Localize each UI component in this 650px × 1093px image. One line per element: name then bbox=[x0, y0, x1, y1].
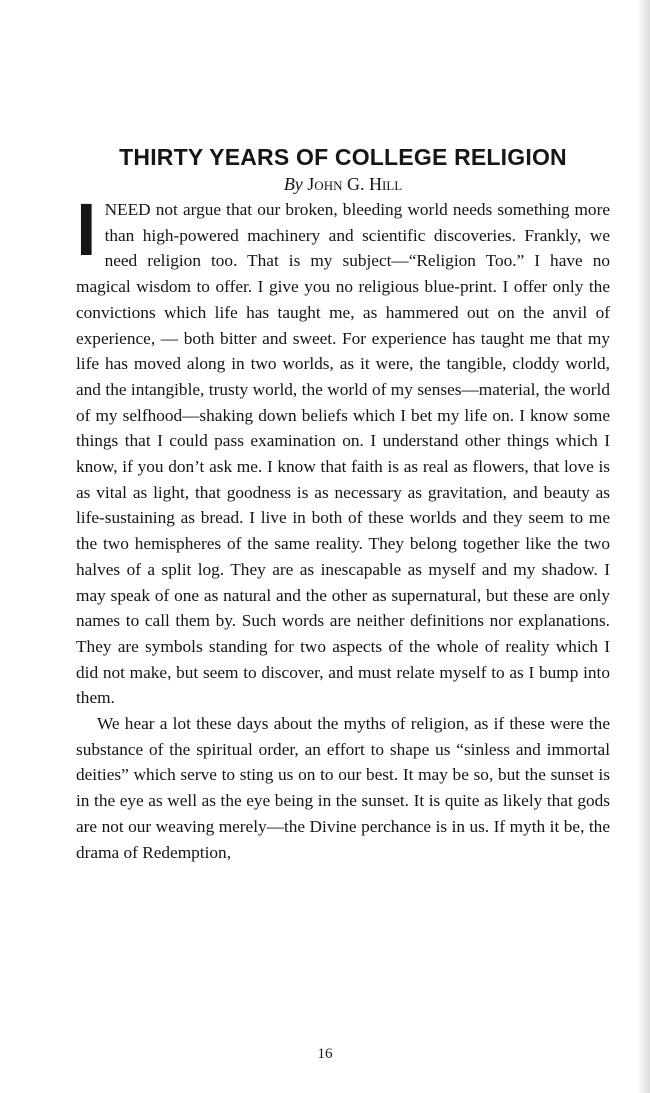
byline-prefix: By bbox=[283, 174, 303, 194]
paragraph-2: We hear a lot these days about the myths of religion, as if these were the substance of the spiritual order, an effort to shape us “sinless and immortal deities” which serve to sting us on to our best. It may be so, but the sunset is in the eye as well as the eye being in the sunset. It is quite as likely that gods are not our weaving merely—the Divine perchance is in us. If myth it be, the drama of Redemption, bbox=[76, 714, 610, 862]
author-name: John G. Hill bbox=[307, 174, 403, 194]
article-title: THIRTY YEARS OF COLLEGE RELIGION bbox=[119, 144, 567, 170]
paragraph-1-text: NEED not argue that our broken, bleeding world needs something more than high-powered machinery and scientific discoveries. Frankly, we need religion too. That is my subject—“Religion Too.” I have no magical wisdom to offer. I give you no religious blue-print. I offer only the convictions which life has taught me, as hammered out on the anvil of experience, — both bitter and sweet. For experience has taught me that my life has moved along in two worlds, as it were, the tangible, cloddy world, and the intangible, trusty world, the world of my senses—material, the world of my selfhood—shaking down beliefs which I bet my life on. I know some things that I could pass examination on. I understand other things which I know, if you don’t ask me. I know that faith is as real as flowers, that love is as vital as light, that goodness is as necessary as gravitation, and beauty as life-sustaining as bread. I live in both of these worlds and they seem to me the two hemispheres of the same reality. They belong together like the two halves of a split log. They are as inescapable as myself and my shadow. I may speak of one as natural and the other as supernatural, but these are only names to call them by. Such words are neither definitions nor explanations. They are symbols standing for two aspects of the whole of reality which I did not make, but seem to discover, and must relate myself to as I bump into them. bbox=[76, 200, 610, 708]
byline bbox=[76, 173, 610, 195]
paragraph-1 bbox=[76, 188, 610, 711]
page-edge-shadow bbox=[636, 0, 650, 1093]
drop-cap: I bbox=[76, 188, 97, 271]
page-number: 16 bbox=[317, 1046, 333, 1062]
book-page bbox=[76, 143, 610, 865]
